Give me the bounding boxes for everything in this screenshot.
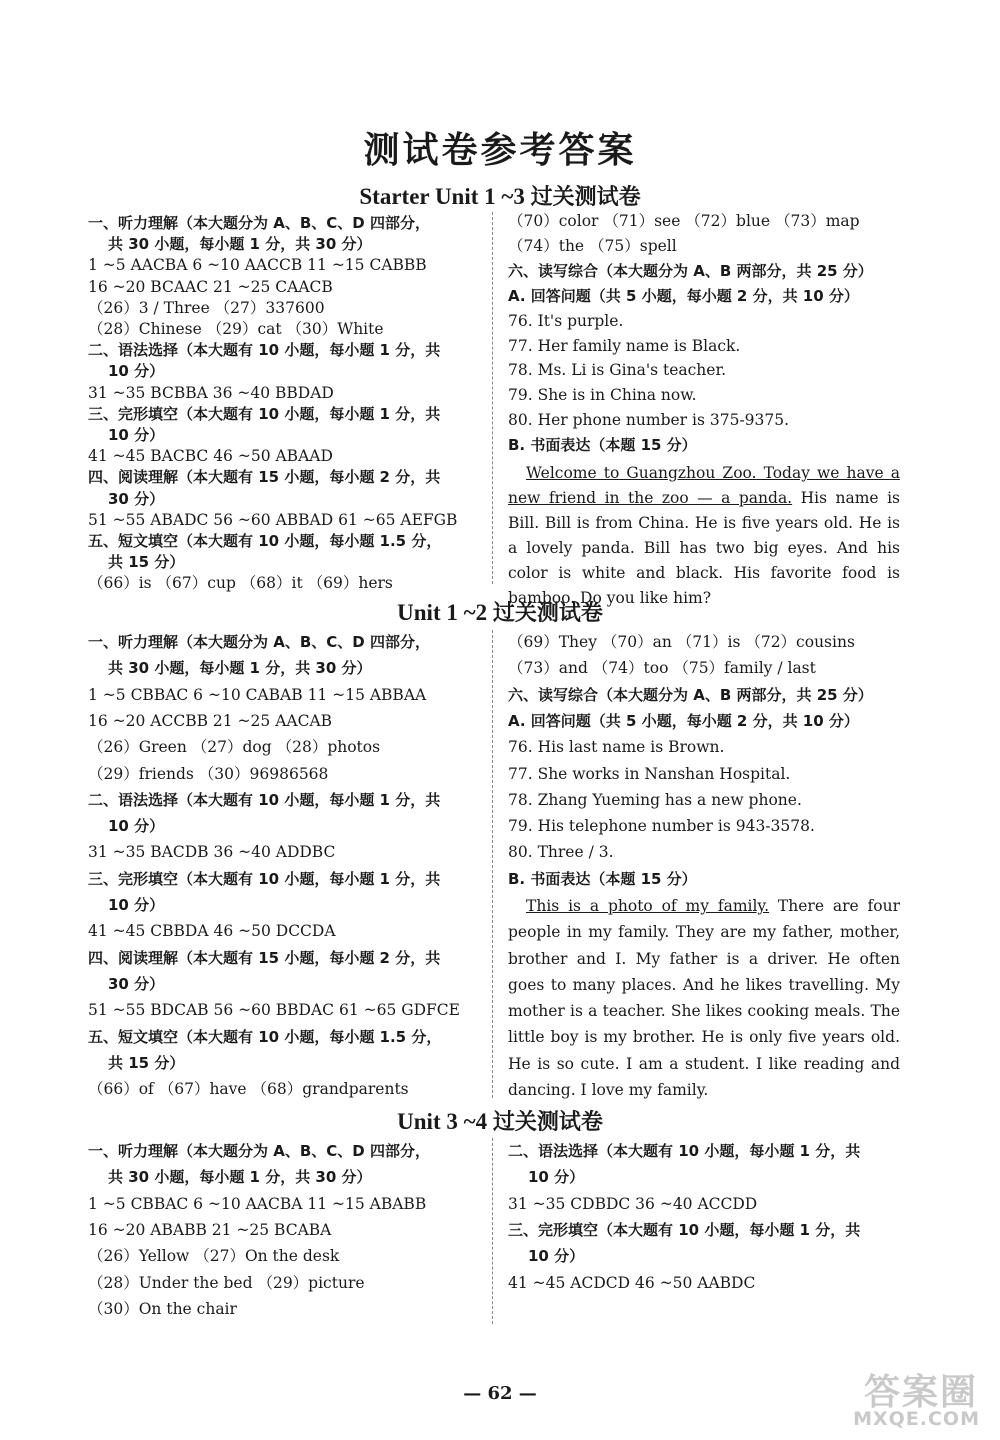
answer-line: 1 ~5 CBBAC 6 ~10 CABAB 11 ~15 ABBAA [88, 685, 427, 704]
column-divider [492, 212, 493, 584]
question-heading: 10 分） [108, 896, 165, 914]
question-heading: 共 30 小题，每小题 1 分，共 30 分） [108, 659, 372, 678]
question-heading: 一、听力理解（本大题分为 A、B、C、D 四部分， [88, 214, 430, 232]
question-heading: A. 回答问题（共 5 小题，每小题 2 分，共 10 分） [508, 286, 859, 305]
question-heading: 10 分） [108, 426, 165, 444]
answer-line: （69）They （70）an （71）is （72）cousins [508, 633, 855, 651]
answer-line: 77. Her family name is Black. [508, 336, 741, 355]
section-2-essay [508, 893, 900, 1103]
answer-line: 79. His telephone number is 943-3578. [508, 817, 815, 836]
section-title-en: Unit 3 ~4 [397, 1109, 493, 1134]
question-heading: 一、听力理解（本大题分为 A、B、C、D 四部分， [88, 1142, 430, 1160]
column-divider [492, 1138, 493, 1324]
answer-line: （26）Yellow （27）On the desk [88, 1247, 340, 1266]
answer-line: （28）Under the bed （29）picture [88, 1273, 365, 1292]
question-heading: 10 分） [108, 362, 165, 381]
answer-line: （28）Chinese （29）cat （30）White [88, 320, 384, 338]
page-number: — 62 — [463, 1383, 537, 1404]
section-title-starter-unit [0, 180, 1000, 211]
answer-line: 41 ~45 CBBDA 46 ~50 DCCDA [88, 922, 336, 941]
answer-line: 1 ~5 CBBAC 6 ~10 AACBA 11 ~15 ABABB [88, 1194, 427, 1213]
question-heading: 六、读写综合（本大题分为 A、B 两部分，共 25 分） [508, 685, 873, 704]
answer-line: （73）and （74）too （75）family / last [508, 659, 816, 678]
section-title-cn: 过关测试卷 [530, 185, 641, 210]
question-heading: 共 15 分） [108, 553, 185, 572]
answer-line: 51 ~55 BDCAB 56 ~60 BBDAC 61 ~65 GDFCE [88, 1001, 460, 1020]
answer-line: （66）is （67）cup （68）it （69）hers [88, 574, 393, 593]
question-heading: 四、阅读理解（本大题有 15 小题，每小题 2 分，共 [88, 948, 441, 967]
answer-line: 78. Zhang Yueming has a new phone. [508, 790, 802, 809]
question-heading: B. 书面表达（本题 15 分） [508, 436, 697, 455]
question-heading: 六、读写综合（本大题分为 A、B 两部分，共 25 分） [508, 261, 873, 280]
answer-line: 77. She works in Nanshan Hospital. [508, 764, 791, 783]
section-title-en: Unit 1 ~2 [397, 600, 493, 625]
question-heading: 10 分） [528, 1247, 585, 1266]
question-heading: 共 30 小题，每小题 1 分，共 30 分） [108, 235, 372, 254]
question-heading: 二、语法选择（本大题有 10 小题，每小题 1 分，共 [508, 1142, 861, 1160]
essay-underlined-text: Welcome to Guangzhou Zoo. Today we have a new friend in the zoo — a panda. [508, 464, 900, 507]
question-heading: 二、语法选择（本大题有 10 小题，每小题 1 分，共 [88, 341, 441, 360]
answer-line: （26）3 / Three （27）337600 [88, 298, 325, 317]
question-heading: 一、听力理解（本大题分为 A、B、C、D 四部分， [88, 633, 430, 651]
answer-line: （30）On the chair [88, 1299, 237, 1318]
answer-line: 41 ~45 ACDCD 46 ~50 AABDC [508, 1273, 756, 1292]
section-title-unit-1-2 [0, 596, 1000, 627]
section-title-cn: 过关测试卷 [492, 601, 603, 626]
question-heading: 三、完形填空（本大题有 10 小题，每小题 1 分，共 [88, 869, 441, 888]
question-heading: 30 分） [108, 489, 165, 508]
question-heading: 共 30 小题，每小题 1 分，共 30 分） [108, 1168, 372, 1187]
question-heading: 10 分） [528, 1168, 585, 1187]
essay-text: There are four people in my family. They are my father, mother, brother and I. My father is a driver. He often goes to many places. And he likes travelling. My mother is a teacher. She likes cooking meals. The little boy is my brother. He is only five years old. He is so cute. I am a student. I like reading and dancing. I love my family. [508, 897, 900, 1100]
section-title-en: Starter Unit 1 ~3 [359, 184, 531, 209]
answer-line: （29）friends （30）96986568 [88, 764, 329, 783]
answer-line: 80. Her phone number is 375-9375. [508, 411, 790, 430]
essay-text: His name is Bill. Bill is from China. He is five years old. He is a lovely panda. Bill has two big eyes. And his color is white and black. His favorite food is bamboo. Do you like him? [508, 489, 900, 607]
answer-line: （70）color （71）see （72）blue （73）map [508, 212, 860, 230]
question-heading: 三、完形填空（本大题有 10 小题，每小题 1 分，共 [508, 1220, 861, 1239]
answer-line: 78. Ms. Li is Gina's teacher. [508, 361, 727, 380]
question-heading: 四、阅读理解（本大题有 15 小题，每小题 2 分，共 [88, 468, 441, 487]
question-heading: 三、完形填空（本大题有 10 小题，每小题 1 分，共 [88, 404, 441, 423]
question-heading: 10 分） [108, 817, 165, 836]
answer-line: 16 ~20 ACCBB 21 ~25 AACAB [88, 711, 333, 730]
essay-underlined-text: This is a photo of my family. [526, 897, 770, 915]
section-1-essay [508, 461, 900, 611]
answer-line: 16 ~20 ABABB 21 ~25 BCABA [88, 1220, 332, 1239]
watermark-logo [806, 1364, 986, 1430]
answer-line: （74）the （75）spell [508, 236, 677, 255]
answer-line: 31 ~35 BACDB 36 ~40 ADDBC [88, 843, 336, 862]
answer-line: 51 ~55 ABADC 56 ~60 ABBAD 61 ~65 AEFGB [88, 510, 458, 529]
question-heading: 30 分） [108, 974, 165, 993]
section-title-unit-3-4 [0, 1105, 1000, 1136]
answer-line: 1 ~5 AACBA 6 ~10 AACCB 11 ~15 CABBB [88, 256, 427, 275]
question-heading: A. 回答问题（共 5 小题，每小题 2 分，共 10 分） [508, 711, 859, 730]
question-heading: 五、短文填空（本大题有 10 小题，每小题 1.5 分， [88, 532, 442, 550]
answer-line: 41 ~45 BACBC 46 ~50 ABAAD [88, 447, 333, 466]
answer-line: 76. It's purple. [508, 311, 624, 330]
answer-line: 76. His last name is Brown. [508, 738, 725, 757]
page-title: 测试卷参考答案 [363, 130, 637, 171]
watermark-text: 答案圈 [863, 1372, 978, 1413]
answer-line: 31 ~35 CDBDC 36 ~40 ACCDD [508, 1194, 758, 1213]
section-title-cn: 过关测试卷 [492, 1110, 603, 1135]
watermark-url: MXQE.COM [853, 1408, 980, 1430]
answer-line: 31 ~35 BCBBA 36 ~40 BBDAD [88, 383, 334, 402]
question-heading: 二、语法选择（本大题有 10 小题，每小题 1 分，共 [88, 790, 441, 809]
question-heading: 共 15 分） [108, 1053, 185, 1072]
answer-line: （66）of （67）have （68）grandparents [88, 1080, 409, 1099]
answer-line: 16 ~20 BCAAC 21 ~25 CAACB [88, 277, 333, 296]
answer-line: （26）Green （27）dog （28）photos [88, 738, 381, 757]
answer-line: 80. Three / 3. [508, 843, 614, 862]
column-divider [492, 630, 493, 1098]
question-heading: 五、短文填空（本大题有 10 小题，每小题 1.5 分， [88, 1027, 442, 1046]
answer-line: 79. She is in China now. [508, 386, 697, 405]
question-heading: B. 书面表达（本题 15 分） [508, 869, 697, 888]
